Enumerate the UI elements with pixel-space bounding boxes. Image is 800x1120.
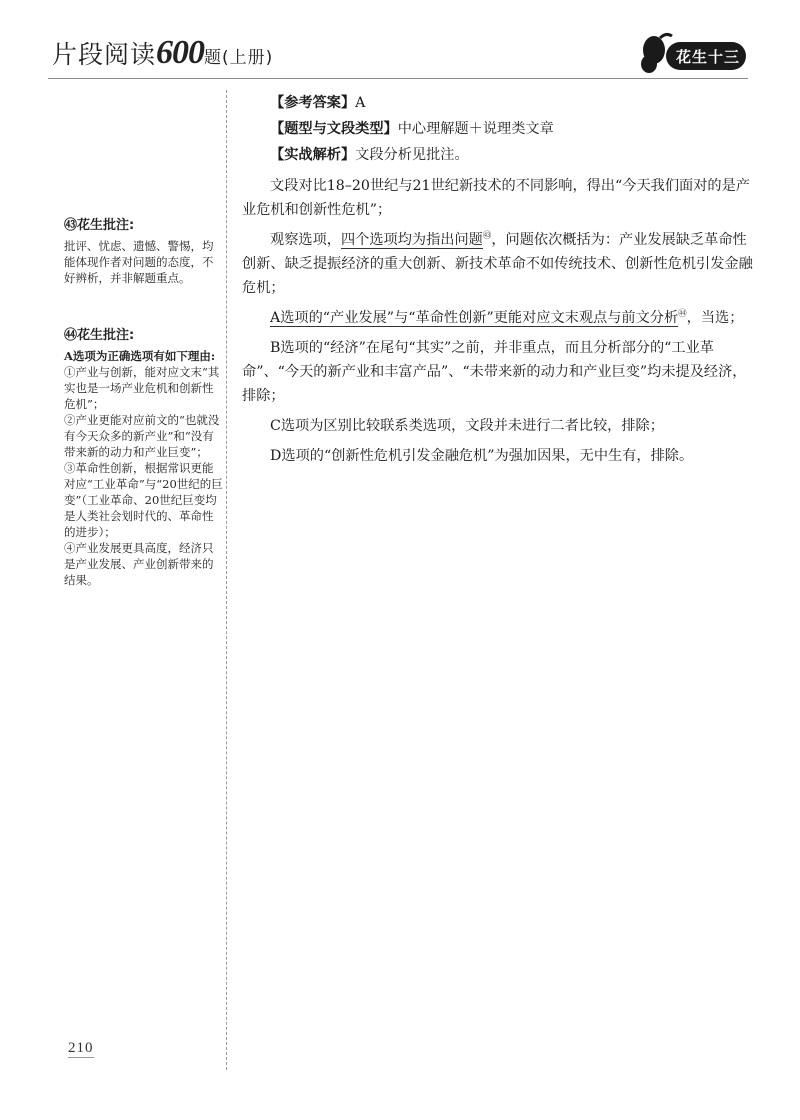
main-content [242,90,758,474]
side-note-43-body: 批评、忧虑、遗憾、警惕，均能体现作者对问题的态度，不好辨析，并非解题重点。 [64,239,214,285]
paragraph-option-c: C选项为区别比较联系类选项，文段并未进行二者比较，排除； [270,418,664,434]
paragraph-options-overview [242,228,758,300]
side-note-44-item: ④产业发展更具高度，经济只是产业发展、产业创新带来的结果。 [64,541,214,587]
answer-value: A [355,95,366,111]
book-title-unit: 题 [204,48,223,68]
side-note-44-item: ③革命性创新，根据常识更能对应“工业革命”与“20世纪的巨变”（工业革命、20世纪巨变均是人类社会划时代的、革命性的进步）； [64,461,223,539]
book-title [52,34,273,72]
side-note-43-title: ㊸花生批注: [64,218,135,233]
paragraph-summary: 文段对比18–20世纪与21世纪新技术的不同影响，得出“今天我们面对的是产业危机和创新性危机”； [242,178,750,218]
paragraph-option-a-rest: ，当选； [686,310,744,326]
paragraph-options-rest: ，问题依次概括为：产业发展缺乏革命性创新、缺乏提振经济的重大创新、新技术革命不如传统技术、创新性危机引发金融危机； [242,232,753,296]
brand-logo-text: 花生十三 [675,48,740,66]
question-type-line [242,116,758,142]
paragraph-options-start: 观察选项， [270,232,341,248]
annotation-marker-43: ㊸ [482,231,492,241]
underlined-phrase: A选项的“产业发展”与“革命性创新”更能对应文末观点与前文分析 [270,310,679,326]
side-note-44-title: ㊹花生批注: [64,328,135,343]
annotation-marker-44: ㊹ [678,309,687,319]
side-note-44 [64,326,224,588]
header-divider [48,78,748,79]
paragraph-option-b: B选项的“经济”在尾句“其实”之前，并非重点，而且分析部分的“工业革命”、“今天的新产业和丰富产品”、“未带来新的动力和产业巨变”均未提及经济，排除； [242,340,747,404]
side-note-44-item: ②产业更能对应前文的“也就没有今天众多的新产业”和“没有带来新的动力和产业巨变”； [64,413,220,459]
analysis-label: 【实战解析】 [270,147,356,163]
paragraph-option-a [242,306,758,330]
question-type-value: 中心理解题＋说理类文章 [397,121,554,137]
side-note-44-item: ①产业与创新，能对应文末“其实也是一场产业危机和创新性危机”； [64,365,220,411]
book-title-prefix: 片段阅读 [52,40,157,69]
paragraph-option-d: D选项的“创新性危机引发金融危机”为强加因果，无中生有，排除。 [270,448,694,464]
book-title-number: 600 [156,34,205,71]
side-note-44-lead: A选项为正确选项有如下理由: [64,349,216,363]
underlined-phrase: 四个选项均为指出问题 [340,232,483,248]
answer-label: 【参考答案】 [270,95,356,111]
analysis-value: 文段分析见批注。 [355,147,469,163]
side-note-43 [64,216,224,286]
brand-logo [636,30,748,78]
analysis-line [242,142,758,168]
page-number: 210 [68,1040,94,1056]
book-volume: (上册) [222,48,274,68]
answer-line [242,90,758,116]
column-divider [226,90,227,1070]
question-type-label: 【题型与文段类型】 [270,121,398,137]
